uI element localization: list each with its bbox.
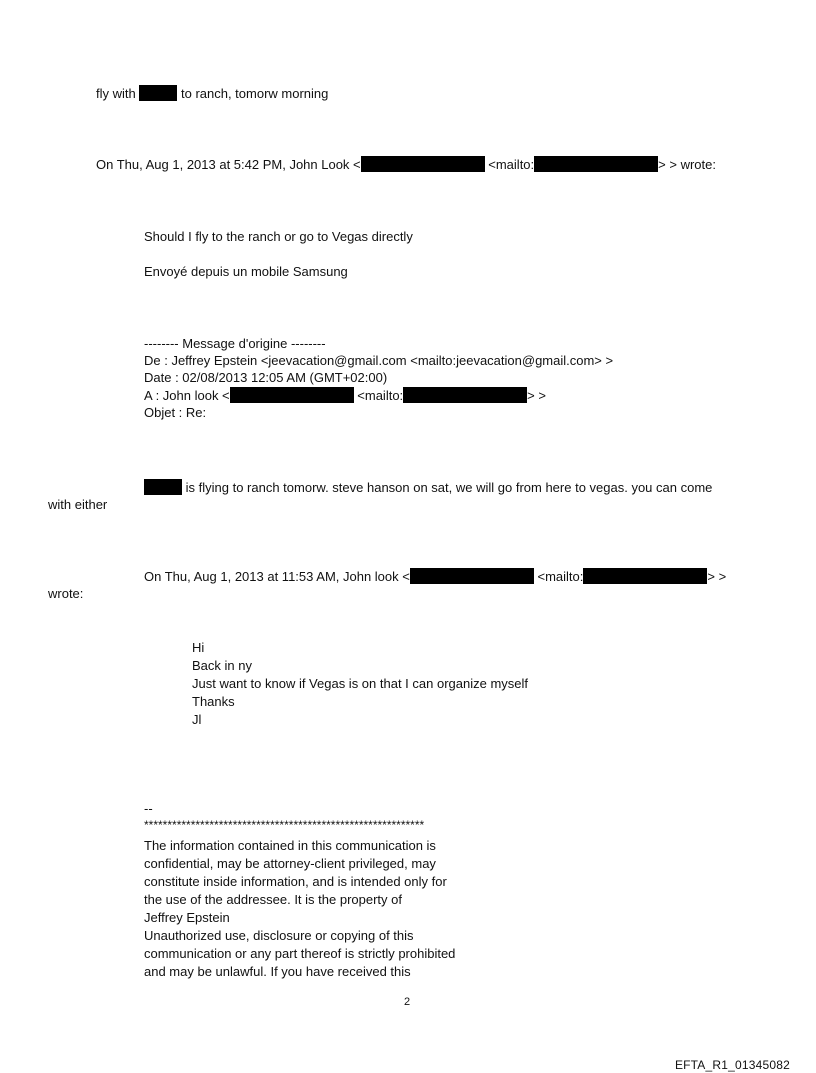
signature-line: Envoyé depuis un mobile Samsung [144, 264, 348, 279]
header-to-pre: A : John look < [144, 388, 230, 403]
disclaimer-line: Jeffrey Epstein [144, 910, 230, 925]
mailto-label: <mailto: [488, 157, 535, 172]
redaction-bar [534, 156, 658, 172]
reply-line [96, 85, 328, 102]
disclaimer-line: and may be unlawful. If you have received this [144, 964, 411, 979]
reply-line-continued: with either [48, 497, 108, 512]
disclaimer-line: communication or any part thereof is strictly prohibited [144, 946, 456, 961]
reply-line [144, 479, 712, 496]
header-date: Date : 02/08/2013 12:05 AM (GMT+02:00) [144, 370, 388, 385]
disclaimer-line: constitute inside information, and is intended only for [144, 874, 447, 889]
footer-stars: ************************************************************ [144, 818, 425, 832]
header-subject: Objet : Re: [144, 405, 207, 420]
header-to-post: > > [527, 388, 546, 403]
quote-header-post: > > wrote: [658, 157, 716, 172]
disclaimer-line: The information contained in this communication is [144, 838, 436, 853]
message-line: Should I fly to the ranch or go to Vegas directly [144, 229, 413, 244]
disclaimer-line: confidential, may be attorney-client privileged, may [144, 856, 436, 871]
mailto-label: <mailto: [357, 388, 404, 403]
quote-header-wrote: wrote: [48, 586, 84, 601]
message-line: Thanks [192, 694, 235, 709]
quote-header-pre: On Thu, Aug 1, 2013 at 5:42 PM, John Look < [96, 157, 361, 172]
reply-text-pre: fly with [96, 86, 136, 101]
footer-dash: -- [144, 801, 153, 816]
page-number: 2 [404, 996, 411, 1008]
redaction-bar [410, 568, 534, 584]
document-id: EFTA_R1_01345082 [674, 1058, 790, 1072]
message-line: Back in ny [192, 658, 252, 673]
header-to [144, 387, 546, 404]
disclaimer-line: the use of the addressee. It is the property of [144, 892, 402, 907]
redaction-bar [361, 156, 485, 172]
reply-text: is flying to ranch tomorw. steve hanson on sat, we will go from here to vegas. you can come [185, 480, 713, 495]
reply-text-post: to ranch, tomorw morning [180, 86, 329, 101]
quote-header-2 [144, 568, 726, 585]
message-line: Jl [192, 712, 202, 727]
message-line: Hi [192, 640, 205, 655]
redaction-bar [139, 85, 177, 101]
redaction-bar [583, 568, 707, 584]
redaction-bar [230, 387, 354, 403]
redaction-bar [144, 479, 182, 495]
original-message-separator: -------- Message d'origine -------- [144, 336, 326, 351]
quote-header-1 [96, 156, 716, 173]
message-line: Just want to know if Vegas is on that I can organize myself [192, 676, 529, 691]
quote-header-pre: On Thu, Aug 1, 2013 at 11:53 AM, John look < [144, 569, 410, 584]
quote-header-post: > > [707, 569, 727, 584]
disclaimer-line: Unauthorized use, disclosure or copying of this [144, 928, 414, 943]
redaction-bar [403, 387, 527, 403]
mailto-label: <mailto: [537, 569, 584, 584]
header-from: De : Jeffrey Epstein <jeevacation@gmail.com <mailto:jeevacation@gmail.com> > [144, 353, 614, 368]
